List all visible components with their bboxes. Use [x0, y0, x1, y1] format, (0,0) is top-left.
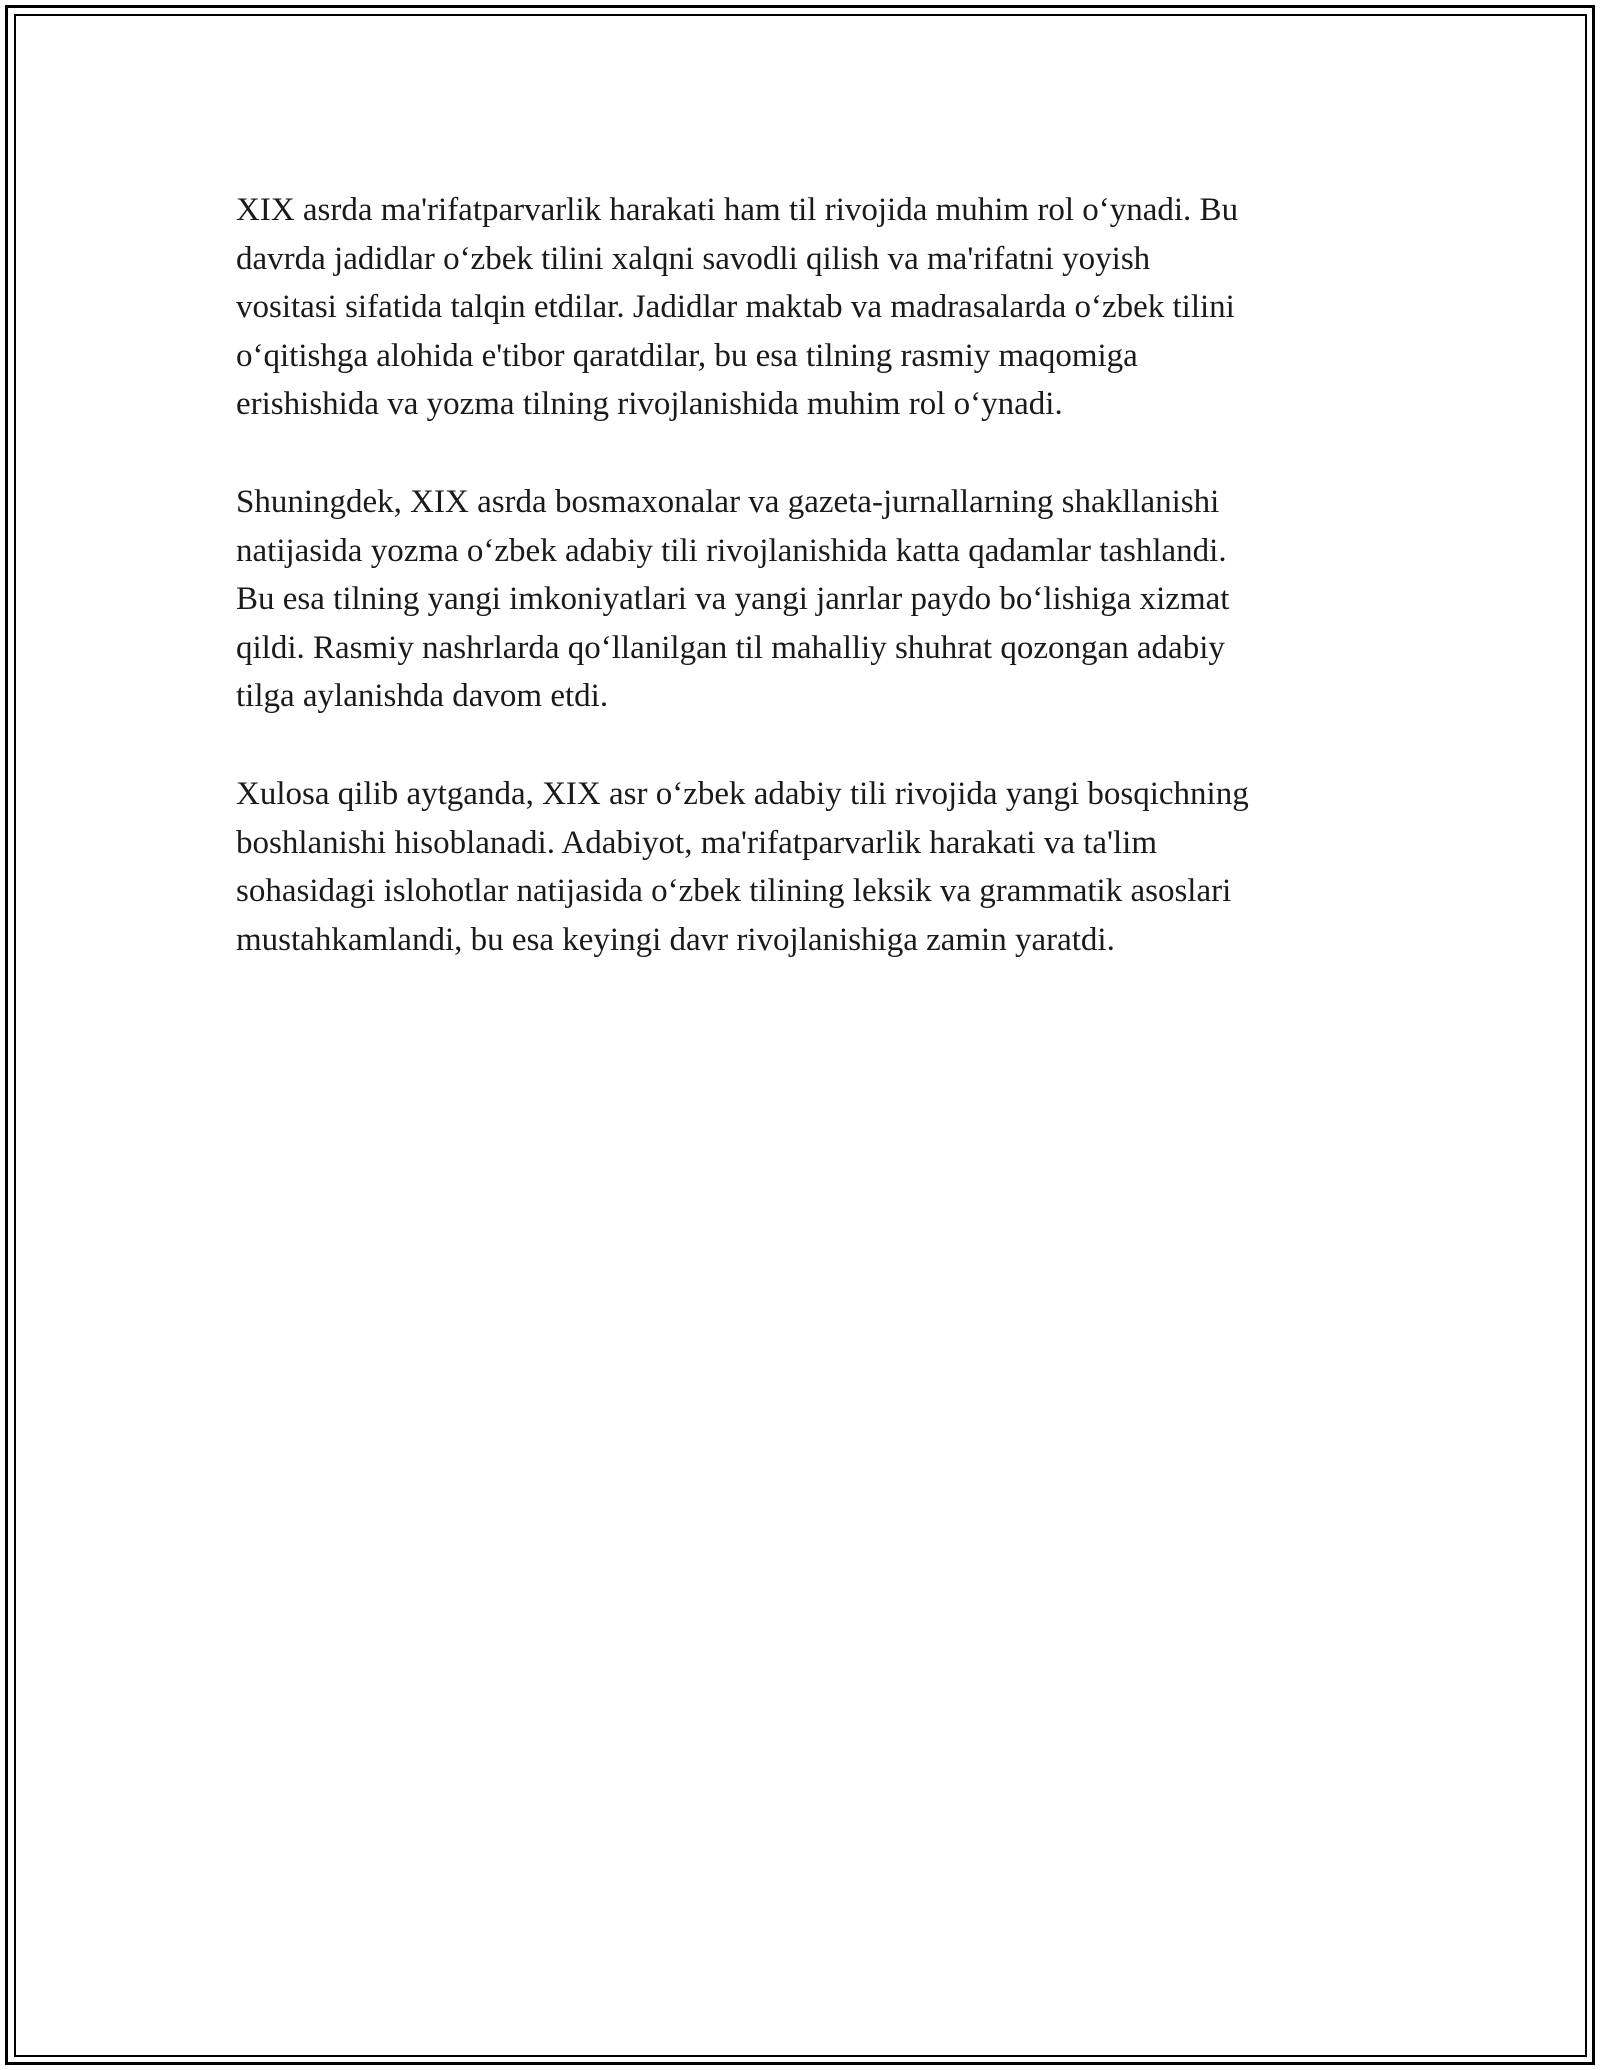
text-line: erishishida va yozma tilning rivojlanishida muhim rol o‘ynadi.	[236, 386, 1063, 423]
document-body	[236, 186, 1366, 1013]
text-line: Xulosa qilib aytganda, XIX asr o‘zbek adabiy tili rivojida yangi bosqichning	[236, 775, 1249, 812]
paragraph-1	[236, 186, 1366, 429]
text-line: sohasidagi islohotlar natijasida o‘zbek tilining leksik va grammatik asoslari	[236, 873, 1232, 910]
text-line: o‘qitishga alohida e'tibor qaratdilar, bu esa tilning rasmiy maqomiga	[236, 337, 1138, 374]
text-line: Shuningdek, XIX asrda bosmaxonalar va gazeta-jurnallarning shakllanishi	[236, 483, 1220, 520]
text-line: boshlanishi hisoblanadi. Adabiyot, ma'rifatparvarlik harakati va ta'lim	[236, 824, 1157, 861]
text-line: tilga aylanishda davom etdi.	[236, 678, 609, 715]
paragraph-3	[236, 770, 1366, 964]
text-line: vositasi sifatida talqin etdilar. Jadidlar maktab va madrasalarda o‘zbek tilini	[236, 289, 1235, 326]
text-line: davrda jadidlar o‘zbek tilini xalqni savodli qilish va ma'rifatni yoyish	[236, 240, 1151, 277]
text-line: qildi. Rasmiy nashrlarda qo‘llanilgan til mahalliy shuhrat qozongan adabiy	[236, 629, 1225, 666]
paragraph-2	[236, 478, 1366, 721]
text-line: natijasida yozma o‘zbek adabiy tili rivojlanishida katta qadamlar tashlandi.	[236, 532, 1227, 569]
text-line: Bu esa tilning yangi imkoniyatlari va yangi janrlar paydo bo‘lishiga xizmat	[236, 581, 1230, 618]
text-line: mustahkamlandi, bu esa keyingi davr rivojlanishiga zamin yaratdi.	[236, 921, 1115, 958]
text-line: XIX asrda ma'rifatparvarlik harakati ham til rivojida muhim rol o‘ynadi. Bu	[236, 192, 1239, 228]
